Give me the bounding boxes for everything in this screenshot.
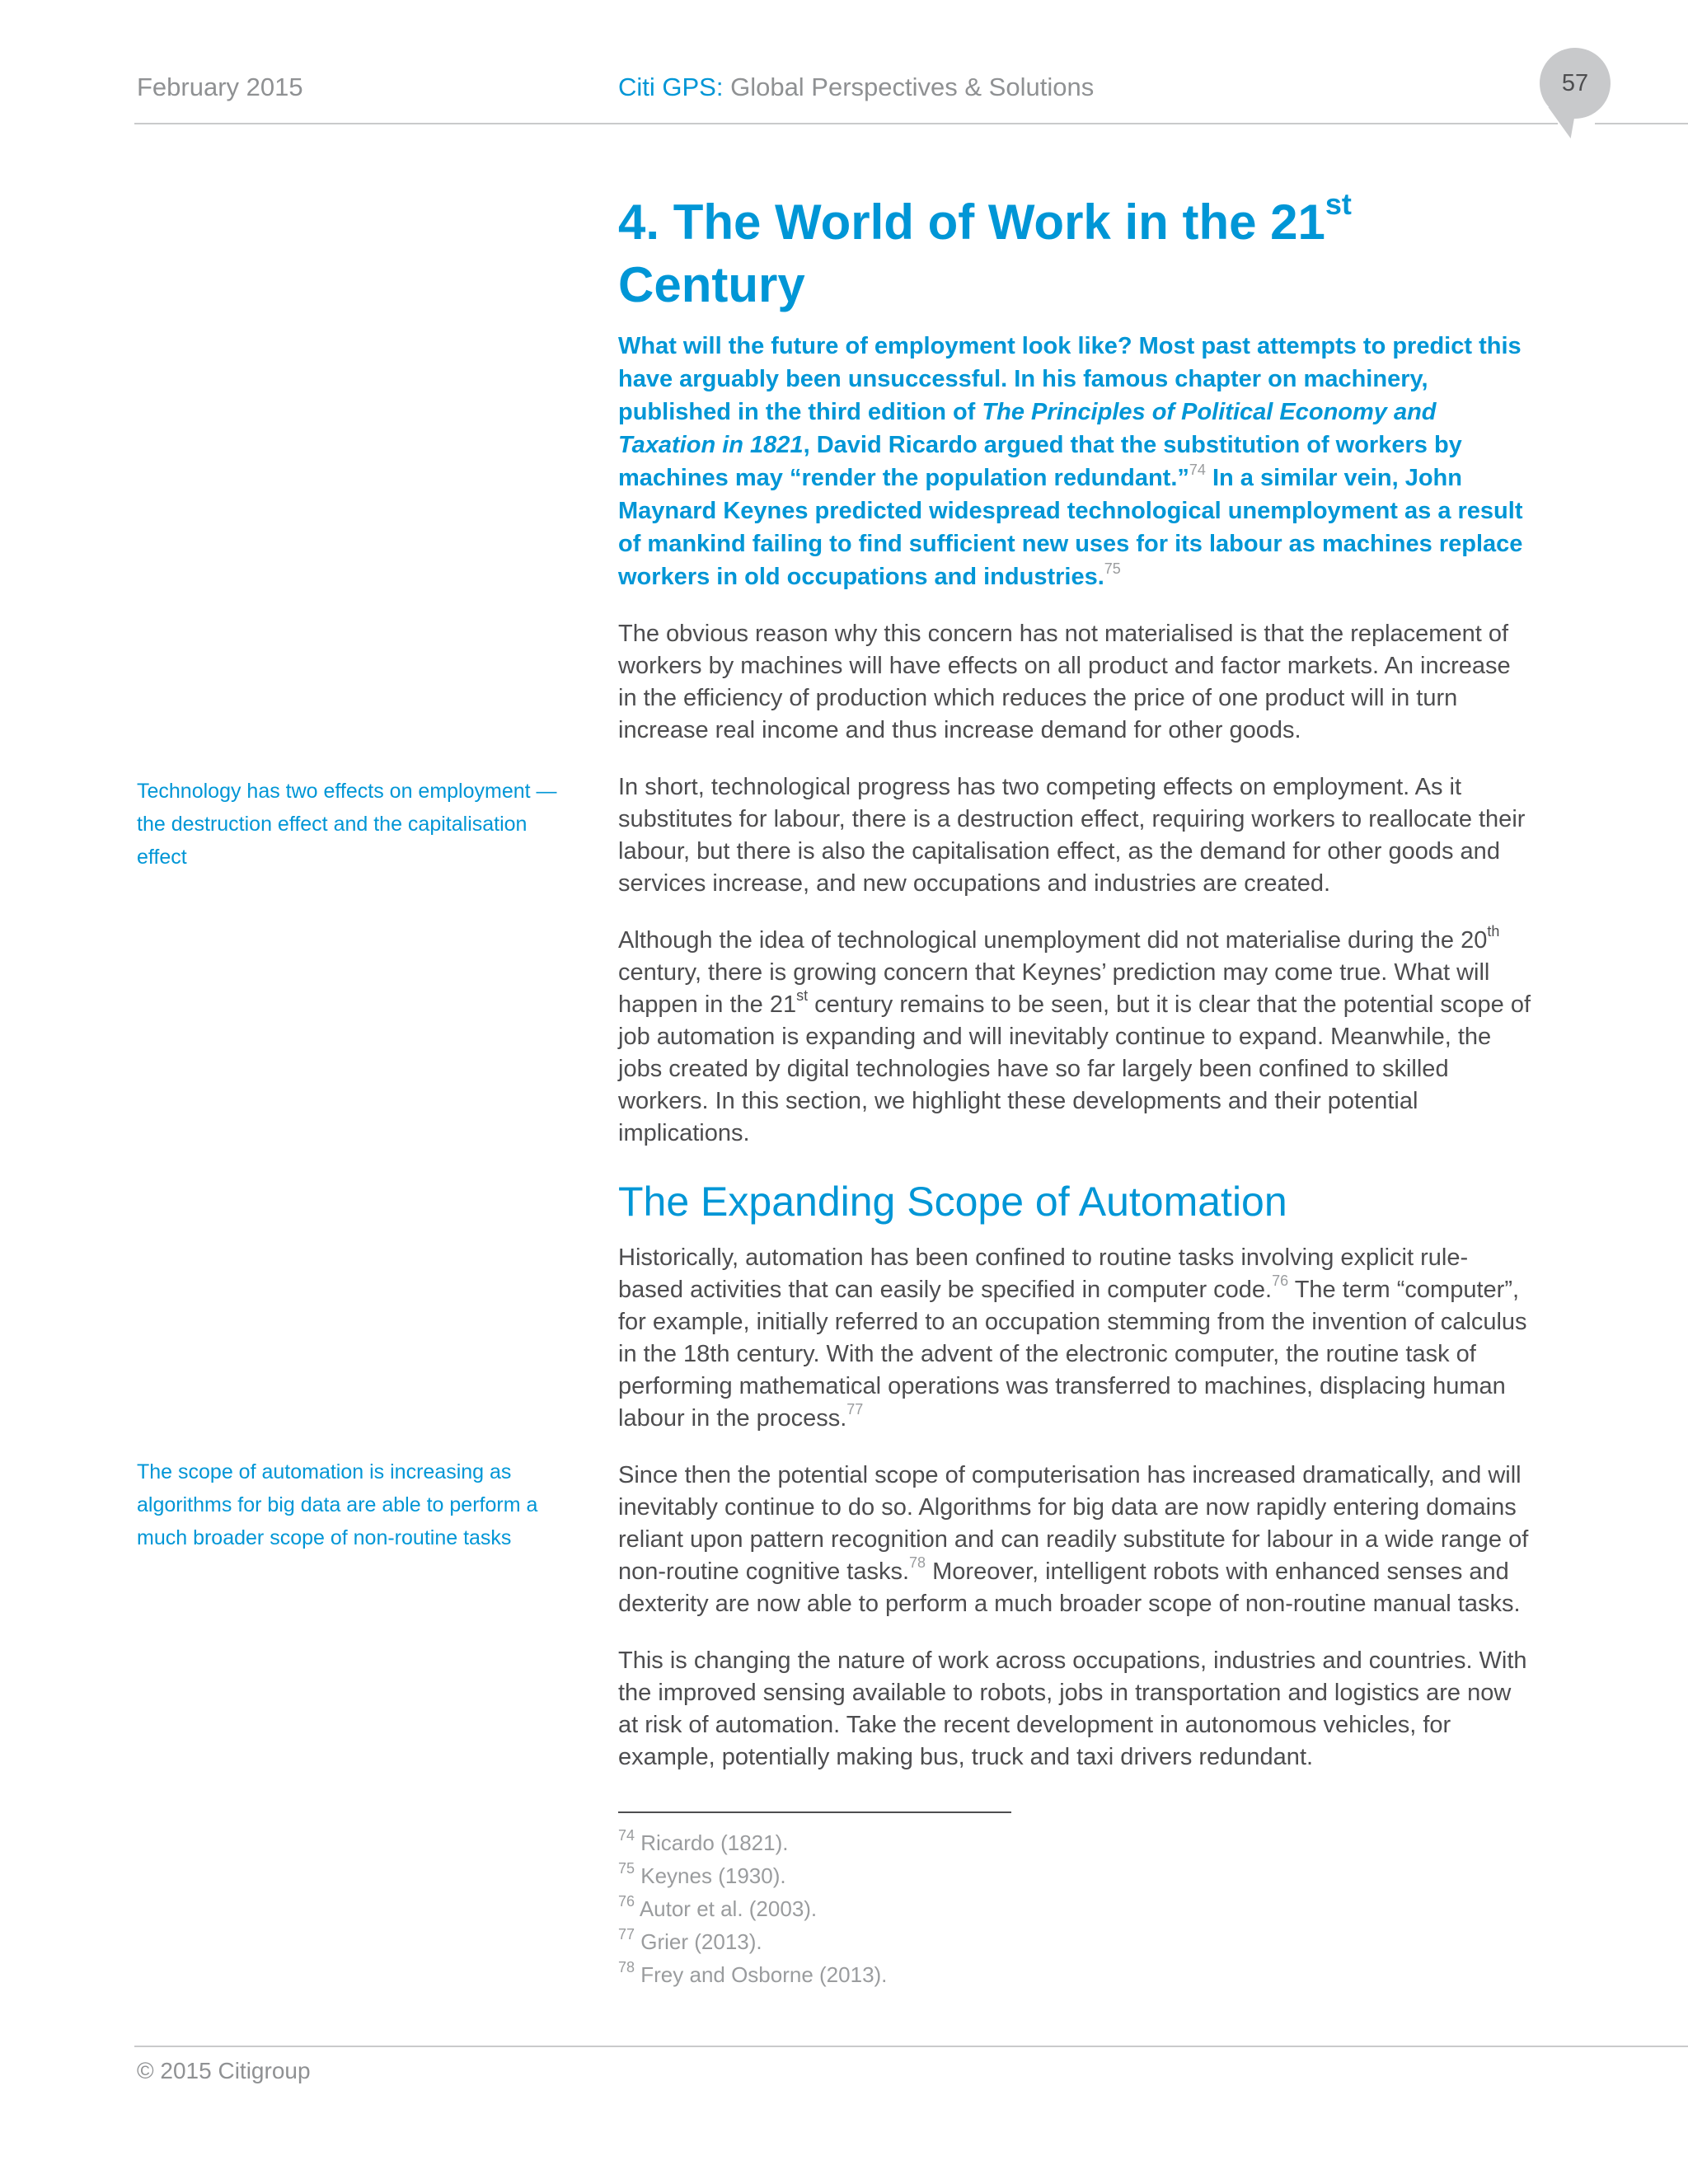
footnote-ref: 78 bbox=[909, 1554, 926, 1571]
section-title-sup: st bbox=[1325, 187, 1352, 221]
footnotes bbox=[618, 1826, 1533, 1991]
section-title-text: 4. The World of Work in the 21 bbox=[618, 194, 1325, 250]
lead-text-1: What will the future of employment look like? Most past attempts to predict this have arguably been unsuccessful. In his famous chapter on machinery, published in the third edition of bbox=[618, 333, 1522, 425]
lead-paragraph bbox=[618, 330, 1533, 593]
footnote-number: 78 bbox=[618, 1959, 635, 1975]
ordinal-sup: st bbox=[796, 987, 809, 1004]
header-publication bbox=[618, 73, 1094, 102]
header-rule-right bbox=[1595, 123, 1688, 124]
body-paragraph: In short, technological progress has two competing effects on employment. As it substitutes for labour, there is a destruction effect, requiring workers to reallocate their labour, but there is also the capitalisation effect, as the demand for other goods and services increase, and new occupations and industries are created. bbox=[618, 774, 1526, 897]
footnote-ref: 74 bbox=[1189, 462, 1206, 478]
footnote-text: Keynes (1930). bbox=[635, 1863, 786, 1888]
footnote-ref: 75 bbox=[1104, 560, 1121, 577]
footnote bbox=[618, 1859, 1533, 1892]
body-text: century, there is growing concern that Keynes’ prediction may come true. What will happen in the 21 bbox=[618, 959, 1490, 1018]
body-text: Moreover, intelligent robots with enhanced senses and dexterity are now able to perform a much broader scope of non-routine manual tasks. bbox=[618, 1558, 1521, 1617]
body-paragraph: This is changing the nature of work across occupations, industries and countries. With the improved sensing available to robots, jobs in transportation and logistics are now at risk of automation. Take the recent development in autonomous vehicles, for example, potentially making bus, truck and taxi drivers redundant. bbox=[618, 1647, 1527, 1770]
footnote-ref: 77 bbox=[846, 1401, 864, 1418]
body-text: Although the idea of technological unemployment did not materialise during the 20 bbox=[618, 927, 1488, 954]
footnote-number: 75 bbox=[618, 1860, 635, 1877]
lead-book-title: The Principles of Political Economy and Taxation in 1821 bbox=[618, 399, 1437, 458]
main-content bbox=[618, 187, 1533, 1991]
footnote-text: Ricardo (1821). bbox=[635, 1830, 789, 1855]
lead-text-3: In a similar vein, John Maynard Keynes predicted widespread technological unemployment as a result of mankind failing to find sufficient new uses for its labour as machines replace workers in old occupations and industries. bbox=[618, 465, 1523, 590]
body-paragraph: The obvious reason why this concern has not materialised is that the replacement of workers by machines will have effects on all product and factor markets. An increase in the efficiency of production which reduces the price of one product will in turn increase real income and thus increase demand for other goods. bbox=[618, 621, 1511, 743]
body-paragraph bbox=[618, 1460, 1533, 1620]
footnote bbox=[618, 1892, 1533, 1925]
footer-rule bbox=[134, 2046, 1688, 2047]
ordinal-sup: th bbox=[1487, 923, 1500, 940]
footer-copyright: © 2015 Citigroup bbox=[137, 2058, 311, 2083]
section-title-line2: Century bbox=[618, 257, 805, 312]
footnote bbox=[618, 1826, 1533, 1859]
lead-text-2: , David Ricardo argued that the substitution of workers by machines may “render the population redundant.” bbox=[618, 432, 1462, 491]
section-title bbox=[618, 187, 1533, 316]
header-rule bbox=[134, 123, 1558, 124]
sidebar-note-effects: Technology has two effects on employment — the destruction effect and the capitalisation effect bbox=[137, 780, 557, 869]
footnote-text: Frey and Osborne (2013). bbox=[635, 1962, 888, 1987]
footnote-number: 74 bbox=[618, 1827, 635, 1844]
footnote-rule bbox=[618, 1811, 1011, 1813]
sidebar-note-automation: The scope of automation is increasing as algorithms for big data are able to perform a much broader scope of non-routine tasks bbox=[137, 1460, 538, 1549]
footnote-number: 76 bbox=[618, 1893, 635, 1910]
page-number-badge: 57 bbox=[1540, 48, 1611, 119]
body-text: The term “computer”, for example, initially referred to an occupation stemming from the invention of calculus in the 18th century. With the advent of the electronic computer, the routine task of performing mathematical operations was transferred to machines, displacing human labour in the process. bbox=[618, 1277, 1527, 1432]
header-brand: Citi GPS: bbox=[618, 73, 724, 101]
header-date: February 2015 bbox=[137, 73, 303, 101]
header-publication-name: Global Perspectives & Solutions bbox=[723, 73, 1095, 101]
footnote-number: 77 bbox=[618, 1926, 635, 1943]
body-text: Historically, automation has been confined to routine tasks involving explicit rule-based activities that can easily be specified in computer code. bbox=[618, 1244, 1469, 1303]
footnote-text: Grier (2013). bbox=[635, 1929, 762, 1954]
body-text: century remains to be seen, but it is clear that the potential scope of job automation is expanding and will inevitably continue to expand. Meanwhile, the jobs created by digital technologies have so far largely been confined to skilled workers. In this section, we highlight these developments and their potential implications. bbox=[618, 991, 1531, 1146]
body-text: Since then the potential scope of computerisation has increased dramatically, and will inevitably continue to do so. Algorithms for big data are now rapidly entering domains reliant upon pattern recognition and can readily substitute for labour in a wide range of non-routine cognitive tasks. bbox=[618, 1462, 1529, 1585]
body-paragraph bbox=[618, 925, 1533, 1150]
footnote bbox=[618, 1925, 1533, 1958]
subsection-title: The Expanding Scope of Automation bbox=[618, 1179, 1287, 1225]
footnote bbox=[618, 1958, 1533, 1991]
page-number-bubble-tail bbox=[1543, 107, 1577, 138]
footnote-ref: 76 bbox=[1272, 1272, 1289, 1289]
body-paragraph bbox=[618, 1242, 1533, 1435]
footnote-text: Autor et al. (2003). bbox=[635, 1896, 818, 1921]
